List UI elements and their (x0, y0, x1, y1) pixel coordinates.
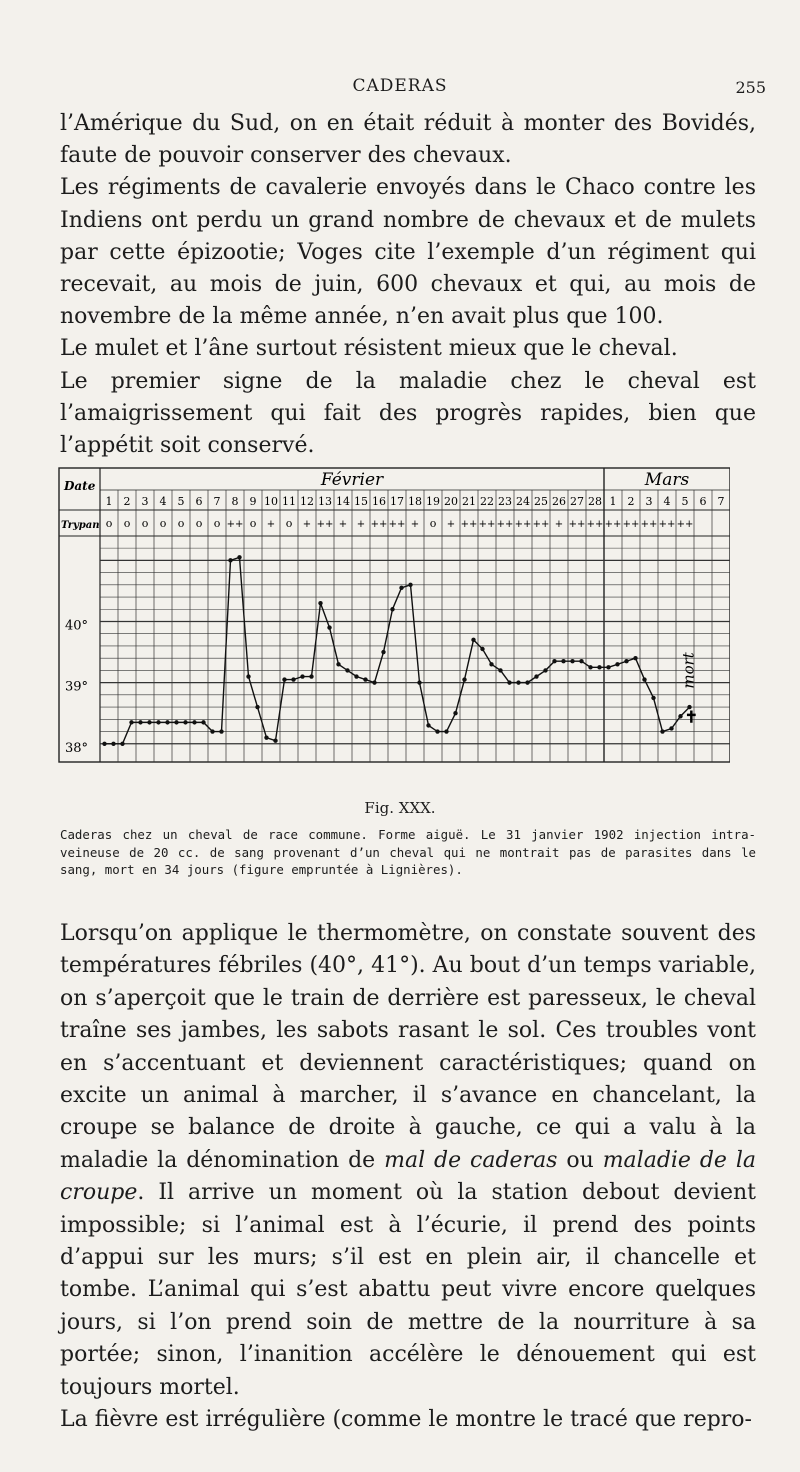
trypan-mark: + (302, 519, 312, 530)
temperature-point (318, 601, 322, 605)
day-tick-label: 19 (426, 495, 440, 508)
trypan-mark: ++ (658, 519, 676, 530)
temperature-point (624, 659, 628, 663)
day-tick-label: 1 (609, 495, 617, 508)
paragraph: Le mulet et l’âne surtout résistent mieux que le cheval. (60, 336, 678, 362)
month-label: Février (320, 470, 384, 490)
trypan-mark: ++ (604, 519, 622, 530)
temperature-point (444, 729, 448, 733)
trypan-mark: ++ (460, 519, 478, 530)
day-tick-label: 27 (570, 495, 584, 508)
temperature-point (363, 677, 367, 681)
temperature-point (597, 665, 601, 669)
page-header (0, 76, 800, 100)
day-tick-label: 12 (300, 495, 314, 508)
day-tick-label: 13 (318, 495, 332, 508)
paragraph (60, 918, 756, 1404)
trypan-mark: ++ (532, 519, 550, 530)
chart-frame (59, 468, 730, 762)
trypan-mark: ++ (388, 519, 406, 530)
temperature-point (507, 680, 511, 684)
temperature-point (390, 607, 394, 611)
date-row-label: Date (64, 479, 96, 493)
day-tick-label: 8 (231, 495, 239, 508)
temperature-point (642, 677, 646, 681)
temperature-point (264, 735, 268, 739)
paragraph: Le premier signe de la maladie chez le cheval est l’amaigrissement qui fait des progrès rapides, bien que l’appétit soit conservé. (60, 368, 756, 459)
temperature-point (327, 625, 331, 629)
trypan-mark: + (554, 519, 564, 530)
day-tick-label: 7 (717, 495, 725, 508)
month-label: Mars (644, 470, 690, 490)
temperature-point (516, 680, 520, 684)
trypan-mark: o (141, 517, 149, 530)
temperature-point (525, 680, 529, 684)
temperature-point (462, 677, 466, 681)
trypan-mark: o (213, 517, 221, 530)
temperature-point (147, 720, 151, 724)
day-tick-label: 3 (645, 495, 653, 508)
temperature-point (102, 742, 106, 746)
paragraph: Les régiments de cavalerie envoyés dans le Chaco contre les Indiens ont perdu un grand nombre de chevaux et de mulets par cette épizootie; Voges cite l’exemple d’un régiment qui recevait, au mois de juin, 600 chevaux et qui, au mois de novembre de la même année, n’en avait plus que 100. (60, 175, 756, 330)
temperature-point (570, 659, 574, 663)
temperature-line (105, 557, 690, 743)
figure-caption: Caderas chez un cheval de race commune. Forme aiguë. Le 31 janvier 1902 injection intra-veineuse de 20 cc. de sang provenant d’un cheval qui ne montrait pas de parasites dans le sang, mort en 34 jours (figure empruntée à Lignières). (60, 827, 756, 878)
day-tick-label: 14 (336, 495, 350, 508)
paragraph: La fièvre est irrégulière (comme le montre le tracé que repro- (60, 1407, 752, 1433)
temperature-point (129, 720, 133, 724)
day-tick-label: 2 (123, 495, 131, 508)
y-tick-label: 39° (64, 679, 88, 695)
trypan-mark: ++ (478, 519, 496, 530)
temperature-point (174, 720, 178, 724)
temperature-point (372, 680, 376, 684)
bottom-text (60, 918, 756, 1437)
temperature-point (678, 714, 682, 718)
temperature-point (237, 555, 241, 559)
temperature-point (246, 674, 250, 678)
day-tick-label: 11 (282, 495, 296, 508)
trypan-mark: o (159, 517, 167, 530)
day-tick-label: 4 (159, 495, 167, 508)
temperature-point (273, 739, 277, 743)
trypan-mark: ++ (568, 519, 586, 530)
temperature-point (615, 662, 619, 666)
temperature-point (426, 723, 430, 727)
temperature-point (435, 729, 439, 733)
temperature-point (651, 696, 655, 700)
temperature-point (633, 656, 637, 660)
temperature-point (111, 742, 115, 746)
day-tick-label: 17 (390, 495, 404, 508)
temperature-point (399, 586, 403, 590)
temperature-point (291, 677, 295, 681)
day-tick-label: 21 (462, 495, 476, 508)
day-tick-label: 25 (534, 495, 548, 508)
temperature-point (228, 558, 232, 562)
text-run: Lorsqu’on applique le thermomètre, on constate souvent des températures fébriles (40°, 41°). Au bout d’un temps variable, on s’aperçoit que le train de derrière est paresseux, le cheval traîne ses jambes, les sabots rasant le sol. Ces troubles vont en s’accentuant et deviennent caractéristiques; quand on excite un animal à marcher, il s’avance en chancelant, la croupe se balance de droite à gauche, ce qui a valu à la maladie la dénomination de (60, 921, 756, 1173)
day-tick-label: 1 (105, 495, 113, 508)
italic-term: mal de caderas (384, 1147, 558, 1173)
day-tick-label: 6 (699, 495, 707, 508)
temperature-point (381, 650, 385, 654)
day-tick-label: 24 (516, 495, 530, 508)
temperature-point (471, 638, 475, 642)
trypan-mark: ++ (676, 519, 694, 530)
temperature-point (282, 677, 286, 681)
day-tick-label: 4 (663, 495, 671, 508)
day-tick-label: 20 (444, 495, 458, 508)
temperature-point (453, 711, 457, 715)
temperature-point (336, 662, 340, 666)
trypan-mark: o (249, 517, 257, 530)
temperature-point (183, 720, 187, 724)
trypan-mark: + (410, 519, 420, 530)
temperature-chart-svg (58, 464, 730, 764)
temperature-point (354, 674, 358, 678)
trypan-row-label: Trypan (61, 520, 100, 531)
italic-term: maladie de la croupe (60, 1147, 756, 1206)
temperature-point (579, 659, 583, 663)
temperature-point (120, 742, 124, 746)
day-tick-label: 5 (177, 495, 185, 508)
running-title: CADERAS (352, 76, 448, 96)
day-tick-label: 18 (408, 495, 422, 508)
temperature-point (606, 665, 610, 669)
text-run: . Il arrive un moment où la station debout devient impossible; si l’animal est à l’écurie, il prend des points d’appui sur les murs; s’il est en plein air, il chancelle et tombe. L’animal qui s’est abattu peut vivre encore quelques jours, si l’on prend soin de mettre de la nourriture à sa portée; sinon, l’inanition accélère le dénouement qui est toujours mortel. (60, 1180, 756, 1400)
day-tick-label: 2 (627, 495, 635, 508)
temperature-point (192, 720, 196, 724)
day-tick-label: 10 (264, 495, 278, 508)
death-symbol: ✝ (684, 707, 699, 727)
temperature-point (210, 729, 214, 733)
paragraph: l’Amérique du Sud, on en était réduit à monter des Bovidés, faute de pouvoir conserver des chevaux. (60, 111, 756, 169)
temperature-point (255, 705, 259, 709)
temperature-point (498, 668, 502, 672)
trypan-mark: ++ (586, 519, 604, 530)
trypan-mark: ++ (226, 519, 244, 530)
day-tick-label: 6 (195, 495, 203, 508)
day-tick-label: 22 (480, 495, 494, 508)
temperature-point (489, 662, 493, 666)
temperature-point (480, 647, 484, 651)
temperature-point (309, 674, 313, 678)
temperature-point (660, 729, 664, 733)
trypan-mark: o (177, 517, 185, 530)
temperature-point (201, 720, 205, 724)
trypan-mark: o (105, 517, 113, 530)
trypan-mark: + (338, 519, 348, 530)
top-text (60, 108, 756, 462)
temperature-point (588, 665, 592, 669)
temperature-point (219, 729, 223, 733)
temperature-point (669, 726, 673, 730)
day-tick-label: 23 (498, 495, 512, 508)
temperature-point (345, 668, 349, 672)
day-tick-label: 28 (588, 495, 602, 508)
temperature-point (561, 659, 565, 663)
temperature-point (534, 674, 538, 678)
y-tick-label: 40° (64, 618, 88, 634)
day-tick-label: 15 (354, 495, 368, 508)
trypan-mark: o (123, 517, 131, 530)
trypan-mark: ++ (316, 519, 334, 530)
temperature-point (417, 680, 421, 684)
temperature-point (156, 720, 160, 724)
temperature-point (543, 668, 547, 672)
trypan-mark: ++ (622, 519, 640, 530)
y-tick-label: 38° (64, 740, 88, 756)
death-label: mort (679, 652, 698, 689)
page-number: 255 (735, 78, 766, 97)
temperature-point (300, 674, 304, 678)
day-tick-label: 16 (372, 495, 386, 508)
trypan-mark: ++ (640, 519, 658, 530)
trypan-mark: + (356, 519, 366, 530)
trypan-mark: o (195, 517, 203, 530)
trypan-mark: ++ (370, 519, 388, 530)
temperature-point (552, 659, 556, 663)
day-tick-label: 26 (552, 495, 566, 508)
day-tick-label: 7 (213, 495, 221, 508)
temperature-point (165, 720, 169, 724)
temperature-chart (58, 464, 730, 768)
figure-label: Fig. XXX. (364, 799, 436, 817)
day-tick-label: 9 (249, 495, 257, 508)
day-tick-label: 3 (141, 495, 149, 508)
text-run: ou (557, 1147, 603, 1173)
temperature-point (408, 583, 412, 587)
trypan-mark: + (266, 519, 276, 530)
trypan-mark: + (446, 519, 456, 530)
day-tick-label: 5 (681, 495, 689, 508)
trypan-mark: ++ (496, 519, 514, 530)
trypan-mark: ++ (514, 519, 532, 530)
temperature-point (138, 720, 142, 724)
trypan-mark: o (285, 517, 293, 530)
trypan-mark: o (429, 517, 437, 530)
